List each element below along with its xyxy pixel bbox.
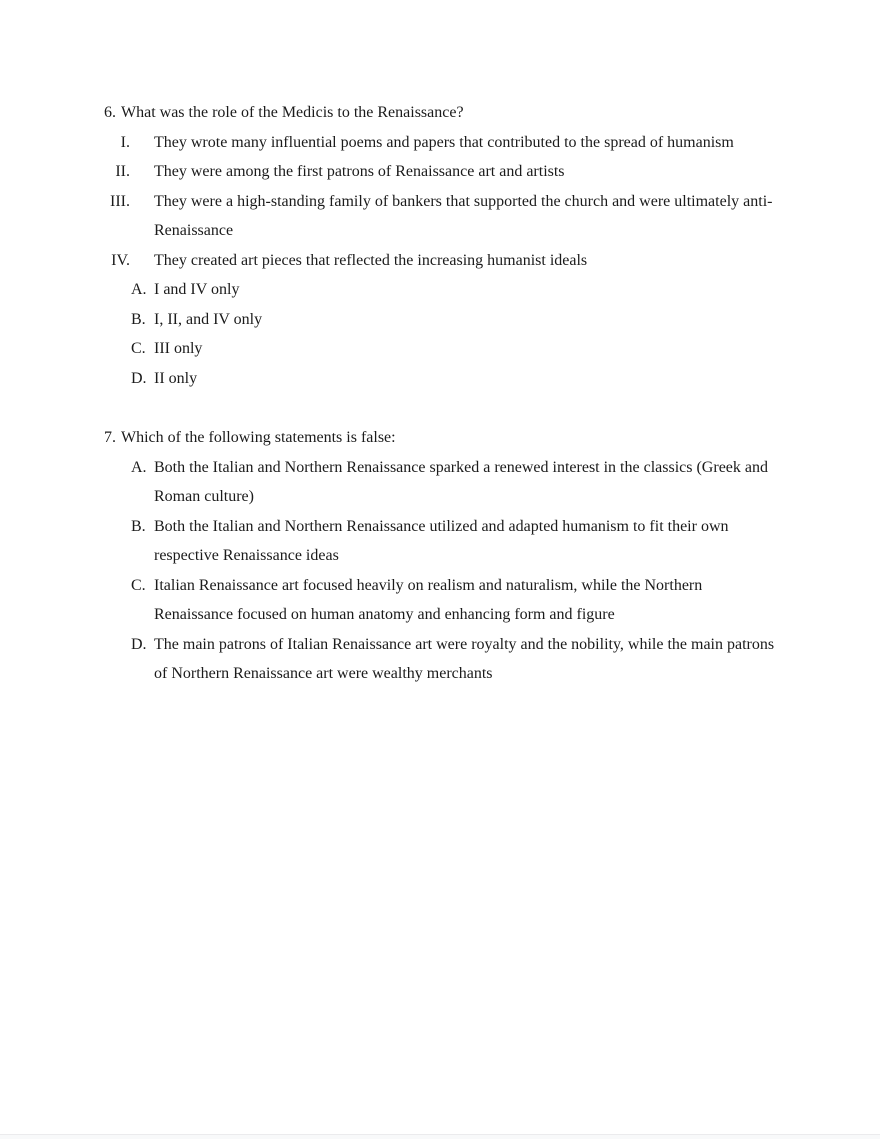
option-A bbox=[104, 453, 780, 512]
question-7 bbox=[104, 423, 780, 689]
page-bottom-edge bbox=[0, 1134, 880, 1139]
roman-item-text: They created art pieces that reflected the increasing humanist ideals bbox=[154, 251, 588, 269]
option-marker: B. bbox=[131, 310, 146, 328]
question-6-prompt bbox=[104, 98, 780, 128]
option-marker: C. bbox=[131, 340, 146, 357]
roman-marker: III. bbox=[110, 192, 130, 210]
roman-marker: II. bbox=[115, 163, 130, 180]
roman-item-I bbox=[104, 128, 780, 158]
question-7-prompt bbox=[104, 423, 780, 453]
option-D bbox=[104, 630, 780, 689]
roman-item-IV bbox=[104, 246, 780, 276]
option-marker: A. bbox=[131, 458, 147, 476]
roman-item-text: They were a high-standing family of bankers that supported the church and were ultimately anti-Renaissance bbox=[154, 192, 773, 239]
option-text: The main patrons of Italian Renaissance art were royalty and the nobility, while the main patrons of Northern Renaissance art were wealthy merchants bbox=[154, 635, 775, 682]
option-text: Both the Italian and Northern Renaissance utilized and adapted humanism to fit their own respective Renaissance ideas bbox=[154, 517, 729, 564]
option-text: Both the Italian and Northern Renaissance sparked a renewed interest in the classics (Greek and Roman culture) bbox=[154, 458, 768, 505]
question-text: What was the role of the Medicis to the Renaissance? bbox=[121, 104, 464, 121]
option-D bbox=[104, 364, 780, 394]
option-marker: A. bbox=[131, 281, 147, 298]
option-marker: B. bbox=[131, 517, 146, 535]
question-text: Which of the following statements is false: bbox=[121, 429, 396, 446]
option-B bbox=[104, 305, 780, 335]
option-marker: D. bbox=[131, 369, 147, 387]
roman-item-II bbox=[104, 157, 780, 187]
question-number: 6. bbox=[104, 104, 116, 121]
option-text: I and IV only bbox=[154, 281, 240, 298]
option-C bbox=[104, 571, 780, 630]
roman-marker: I. bbox=[120, 133, 130, 151]
option-text: I, II, and IV only bbox=[154, 310, 263, 328]
question-number: 7. bbox=[104, 429, 116, 446]
option-text: III only bbox=[154, 340, 203, 357]
option-A bbox=[104, 275, 780, 305]
roman-item-text: They wrote many influential poems and papers that contributed to the spread of humanism bbox=[154, 133, 734, 151]
option-C bbox=[104, 334, 780, 364]
option-marker: C. bbox=[131, 576, 146, 594]
option-text: II only bbox=[154, 369, 198, 387]
option-marker: D. bbox=[131, 635, 147, 653]
question-6 bbox=[104, 98, 780, 393]
roman-item-text: They were among the first patrons of Renaissance art and artists bbox=[154, 163, 565, 180]
option-text: Italian Renaissance art focused heavily on realism and naturalism, while the Northern Renaissance focused on human anatomy and enhancing form and figure bbox=[154, 576, 703, 623]
roman-item-III bbox=[104, 187, 780, 246]
option-B bbox=[104, 512, 780, 571]
roman-marker: IV. bbox=[111, 251, 130, 269]
